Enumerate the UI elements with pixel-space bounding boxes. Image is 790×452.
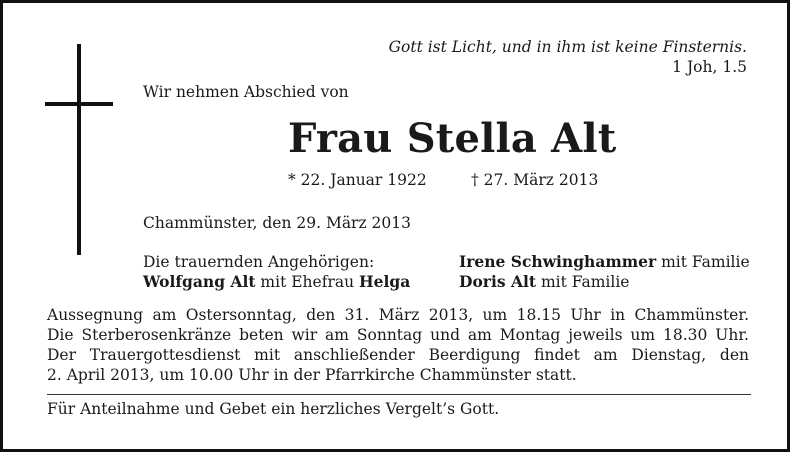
relative-name: Irene Schwinghammer <box>459 252 657 271</box>
service-line: Die Sterberosenkränze beten wir am Sonntag und am Montag jeweils um 18.30 Uhr. <box>47 326 749 344</box>
relative-name: Helga <box>359 272 411 291</box>
closing-text: Für Anteilnahme und Gebet ein herzliches Vergelt’s Gott. <box>47 400 500 418</box>
cross-icon <box>77 44 81 255</box>
relative-text: mit Familie <box>656 253 750 271</box>
relative-line-2 <box>459 252 750 272</box>
relative-line-3 <box>459 272 629 292</box>
relatives-heading: Die trauernden Angehörigen: <box>143 253 375 271</box>
bible-quote <box>389 37 747 77</box>
intro-text: Wir nehmen Abschied von <box>143 83 349 101</box>
relative-name: Wolfgang Alt <box>143 272 256 291</box>
deceased-name: Frau Stella Alt <box>288 115 617 162</box>
death-date: † 27. März 2013 <box>471 171 599 189</box>
service-line: Der Trauergottesdienst mit anschließender Beerdigung findet am Dienstag, den <box>47 346 749 364</box>
relative-text: mit Familie <box>536 273 630 291</box>
relative-line-1 <box>143 272 410 292</box>
service-line: 2. April 2013, um 10.00 Uhr in der Pfarrkirche Chammünster statt. <box>47 366 577 384</box>
service-line: Aussegnung am Ostersonntag, den 31. März 2013, um 18.15 Uhr in Chammünster. <box>47 306 749 324</box>
relative-name: Doris Alt <box>459 272 537 291</box>
service-details <box>47 305 749 385</box>
quote-reference: 1 Joh, 1.5 <box>672 58 747 76</box>
place-and-date: Chammünster, den 29. März 2013 <box>143 214 412 232</box>
divider <box>47 394 751 395</box>
cross-icon-bar <box>45 102 113 106</box>
quote-text: Gott ist Licht, und in ihm ist keine Finsternis. <box>388 38 747 56</box>
birth-date: * 22. Januar 1922 <box>288 171 427 189</box>
relative-text: mit Ehefrau <box>255 273 360 291</box>
